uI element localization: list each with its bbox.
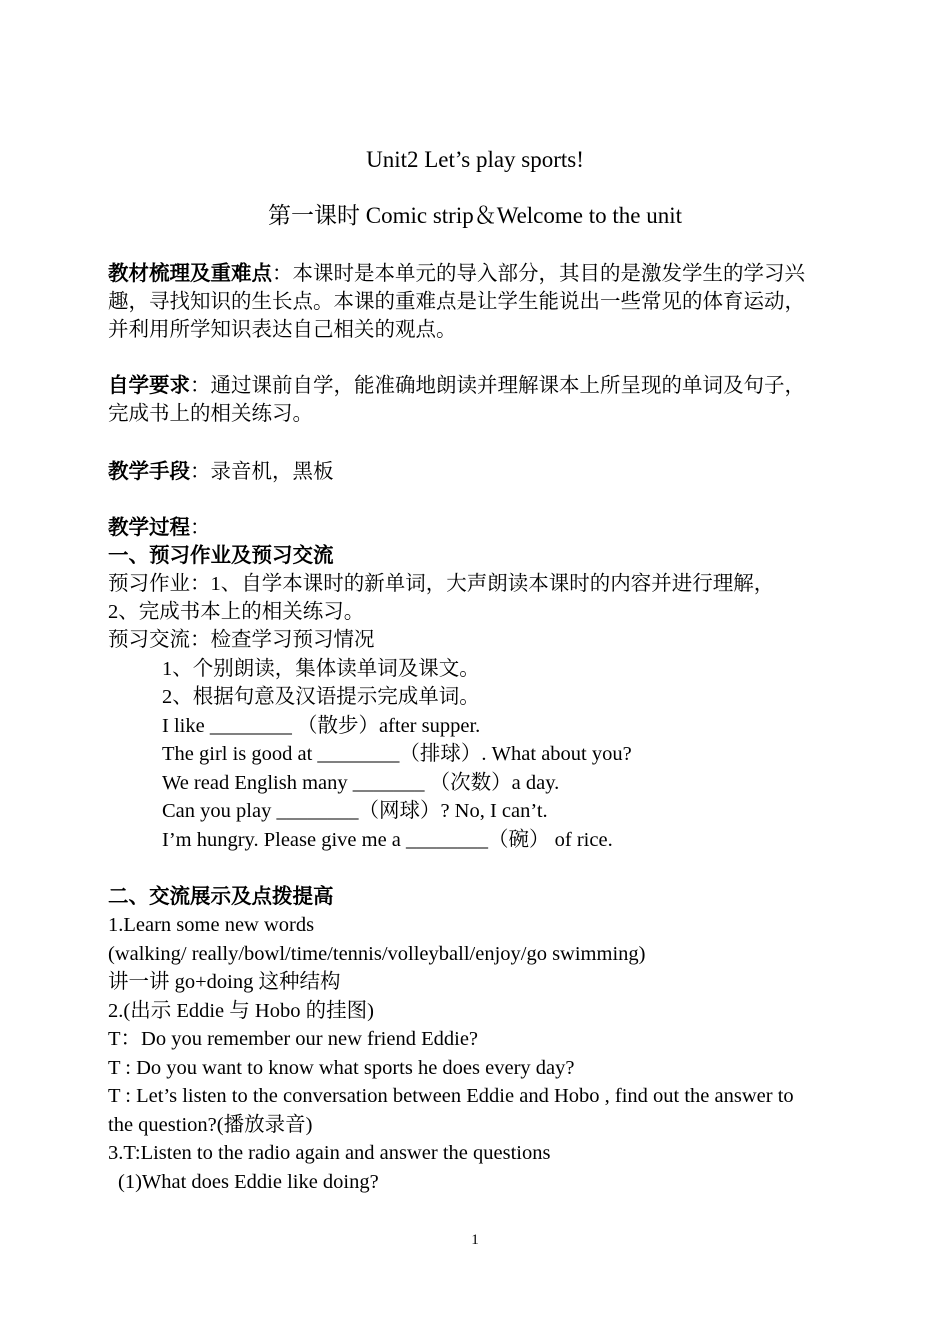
key-points-line-3: 并利用所学知识表达自己相关的观点。 bbox=[108, 319, 457, 341]
part1-line-2: 2、完成书本上的相关练习。 bbox=[108, 601, 365, 623]
part2-line-8: the question?(播放录音) bbox=[108, 1114, 313, 1136]
exercise-line-2: The girl is good at ________（排球）. What about you? bbox=[162, 743, 632, 765]
document-title: Unit2 Let’s play sports! bbox=[366, 147, 584, 172]
part2-sub-question: (1)What does Eddie like doing? bbox=[118, 1171, 379, 1193]
exercise-line-5: I’m hungry. Please give me a ________（碗） of rice. bbox=[162, 829, 613, 851]
key-points-line-1: 教材梳理及重难点：本课时是本单元的导入部分，其目的是激发学生的学习兴 bbox=[108, 263, 805, 285]
part1-indented-1: 1、个别朗读，集体读单词及课文。 bbox=[162, 658, 480, 680]
key-points-label: 教材梳理及重难点 bbox=[108, 263, 272, 285]
part2-line-1: 1.Learn some new words bbox=[108, 914, 315, 936]
part2-line-9: 3.T:Listen to the radio again and answer the questions bbox=[108, 1142, 551, 1164]
part2-line-2: (walking/ really/bowl/time/tennis/volleyball/enjoy/go swimming) bbox=[108, 943, 646, 965]
part2-heading: 二、交流展示及点拨提高 bbox=[108, 886, 334, 908]
exercise-line-3: We read English many _______ （次数）a day. bbox=[162, 772, 560, 794]
part1-line-3: 预习交流：检查学习预习情况 bbox=[108, 629, 375, 651]
self-study-line-2: 完成书上的相关练习。 bbox=[108, 403, 313, 425]
process-label: 教学过程 bbox=[108, 517, 190, 539]
part1-heading: 一、预习作业及预习交流 bbox=[108, 545, 334, 567]
document-subtitle: 第一课时 Comic strip＆Welcome to the unit bbox=[267, 203, 682, 228]
part2-line-5: T：Do you remember our new friend Eddie? bbox=[108, 1028, 479, 1050]
self-study-label: 自学要求 bbox=[108, 375, 190, 397]
part2-line-4: 2.(出示 Eddie 与 Hobo 的挂图) bbox=[108, 1000, 374, 1022]
teaching-means-line: 教学手段：录音机，黑板 bbox=[108, 461, 334, 483]
exercise-line-1: I like ________ （散步）after supper. bbox=[162, 715, 481, 737]
part1-indented-2: 2、根据句意及汉语提示完成单词。 bbox=[162, 686, 480, 708]
teaching-means-label: 教学手段 bbox=[108, 461, 190, 483]
self-study-line-1: 自学要求：通过课前自学，能准确地朗读并理解课本上所呈现的单词及句子， bbox=[108, 375, 805, 397]
process-label-line: 教学过程： bbox=[108, 517, 211, 539]
key-points-line-2: 趣，寻找知识的生长点。本课的重难点是让学生能说出一些常见的体育运动， bbox=[108, 291, 805, 313]
part1-line-1: 预习作业：1、自学本课时的新单词，大声朗读本课时的内容并进行理解， bbox=[108, 573, 775, 595]
part2-line-3: 讲一讲 go+doing 这种结构 bbox=[108, 971, 341, 993]
part2-line-7: T : Let’s listen to the conversation between Eddie and Hobo , find out the answer to bbox=[108, 1085, 794, 1107]
page-number: 1 bbox=[471, 1232, 479, 1248]
part2-line-6: T : Do you want to know what sports he does every day? bbox=[108, 1057, 575, 1079]
exercise-line-4: Can you play ________（网球）? No, I can’t. bbox=[162, 800, 548, 822]
